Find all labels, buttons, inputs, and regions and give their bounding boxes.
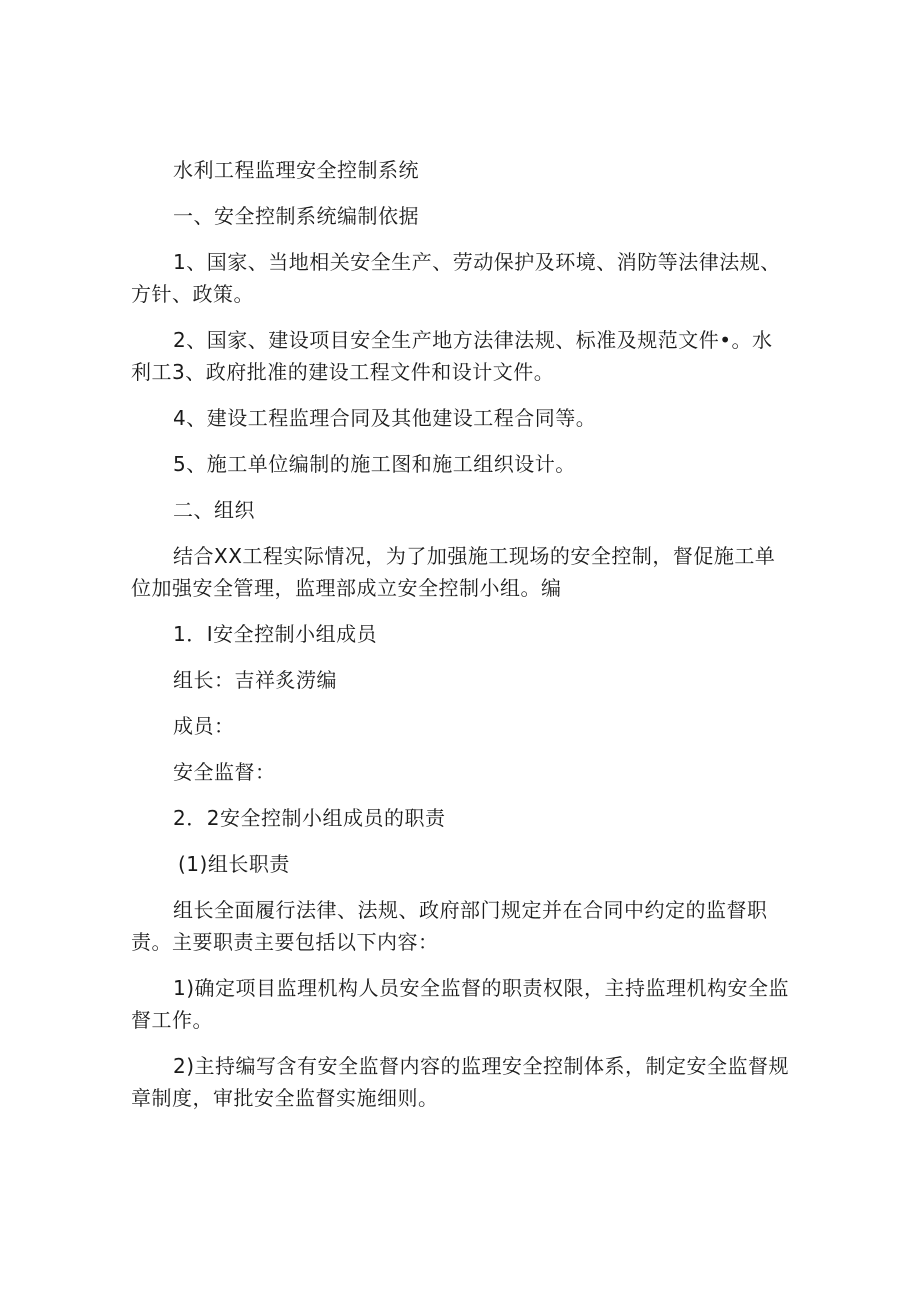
subheading-group-members: 1．I安全控制小组成员 — [173, 622, 378, 646]
section-heading-basis: 一、安全控制系统编制依据 — [173, 204, 419, 228]
list-item-duty-1: 1)确定项目监理机构人员安全监督的职责权限，主持监理机构安全监督工作。 — [131, 976, 790, 1032]
paragraph-basis-5: 5、施工单位编制的施工图和施工组织设计。 — [173, 452, 576, 476]
subheading-leader-duties: (1)组长职责 — [178, 852, 290, 876]
list-item-duty-2: 2)主持编写含有安全监督内容的监理安全控制体系，制定安全监督规章制度，审批安全监督实施细则。 — [131, 1054, 790, 1110]
paragraph-organization-intro: 结合XX工程实际情况，为了加强施工现场的安全控制，督促施工单位加强安全管理，监理部成立安全控制小组。编 — [131, 544, 776, 600]
paragraph-group-leader: 组长：吉祥炙涝编 — [173, 668, 337, 692]
paragraph-leader-duties: 组长全面履行法律、法规、政府部门规定并在合同中约定的监督职责。主要职责主要包括以下内容： — [131, 898, 768, 954]
document-title: 水利工程监理安全控制系统 — [173, 158, 419, 182]
paragraph-safety-supervisor: 安全监督： — [173, 760, 276, 784]
paragraph-basis-4: 4、建设工程监理合同及其他建设工程合同等。 — [173, 406, 597, 430]
section-heading-organization: 二、组织 — [173, 498, 255, 522]
paragraph-members: 成员： — [173, 714, 235, 738]
document-body — [131, 154, 791, 1128]
paragraph-basis-1: 1、国家、当地相关安全生产、劳动保护及环境、消防等法律法规、方针、政策。 — [131, 250, 781, 306]
paragraph-basis-2-3: 2、国家、建设项目安全生产地方法律法规、标准及规范文件•。水利工3、政府批准的建设工程文件和设计文件。 — [131, 328, 773, 384]
subheading-member-duties: 2．2安全控制小组成员的职责 — [173, 806, 446, 830]
